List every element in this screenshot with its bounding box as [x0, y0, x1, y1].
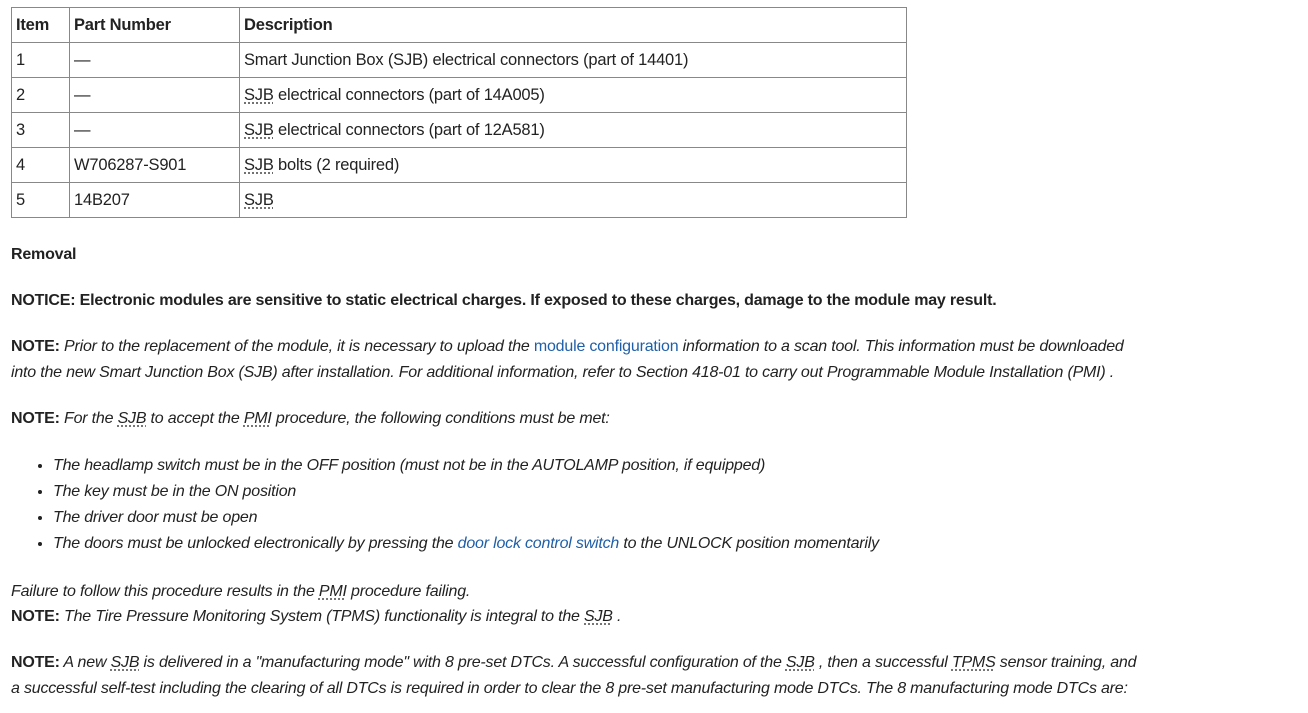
note-text: a successful self-test including the clearing of all DTCs is required in order to clear the 8 pre-set manufacturing mode DTCs. The 8 manufacturing mode DTCs are:	[11, 680, 1128, 697]
removal-heading	[11, 242, 76, 268]
note-label: NOTE:	[11, 608, 60, 625]
conditions-list	[11, 453, 879, 557]
note-text: For the	[59, 410, 118, 427]
note-text: A new	[59, 654, 111, 671]
note-text: sensor training, and	[995, 654, 1137, 671]
list-item	[53, 531, 879, 557]
table-header	[12, 8, 907, 43]
removal-text: Removal	[11, 246, 77, 263]
cell-item: 3	[12, 113, 70, 148]
cell-part: —	[70, 113, 240, 148]
sjb-abbr[interactable]: SJB	[110, 654, 140, 671]
note-conditions	[11, 406, 610, 432]
cell-desc	[240, 78, 907, 113]
header-part-number: Part Number	[70, 8, 240, 43]
cell-part: W706287-S901	[70, 148, 240, 183]
door-lock-control-switch-link[interactable]: door lock control switch	[457, 535, 620, 552]
item-text: to the UNLOCK position momentarily	[619, 535, 879, 552]
pmi-abbr[interactable]: PMI	[243, 410, 272, 427]
note-manufacturing-mode	[11, 650, 1136, 702]
note-text: into the new Smart Junction Box (SJB) after installation. For additional information, refer to Section 418-01 to carry out Programmable Module Installation (PMI) .	[11, 364, 1115, 381]
failure-text: Failure to follow this procedure results in the	[11, 583, 319, 600]
note-text: procedure, the following conditions must be met:	[271, 410, 610, 427]
list-item: • The driver door must be open	[53, 505, 879, 531]
note-tpms	[11, 604, 621, 630]
sjb-abbr[interactable]: SJB	[584, 608, 613, 625]
note-module-config	[11, 334, 1124, 386]
failure-note	[11, 579, 470, 605]
table-row	[12, 148, 907, 183]
cell-part: —	[70, 43, 240, 78]
note-label: NOTE:	[11, 338, 60, 355]
desc-text: Smart Junction Box (SJB) electrical connectors (part of 14401)	[244, 50, 689, 69]
note-label: NOTE:	[11, 410, 60, 427]
sjb-abbr[interactable]: SJB	[244, 85, 274, 104]
desc-text: electrical connectors (part of 14A005)	[273, 85, 545, 104]
module-configuration-link[interactable]: module configuration	[533, 338, 679, 355]
notice-text: NOTICE: Electronic modules are sensitive to static electrical charges. If exposed to these charges, damage to the module may result.	[11, 292, 997, 309]
cell-part: —	[70, 78, 240, 113]
note-text: Prior to the replacement of the module, it is necessary to upload the	[59, 338, 534, 355]
note-text: The Tire Pressure Monitoring System (TPMS) functionality is integral to the	[59, 608, 584, 625]
header-item: Item	[12, 8, 70, 43]
note-text: information to a scan tool. This information must be downloaded	[678, 338, 1124, 355]
note-text: is delivered in a "manufacturing mode" with 8 pre-set DTCs. A successful configuration of the	[139, 654, 786, 671]
note-text: , then a successful	[814, 654, 952, 671]
desc-text: bolts (2 required)	[273, 155, 400, 174]
sjb-abbr[interactable]: SJB	[244, 190, 274, 209]
table-row	[12, 183, 907, 218]
cell-desc	[240, 113, 907, 148]
notice	[11, 288, 996, 314]
table-row	[12, 43, 907, 78]
tpms-abbr[interactable]: TPMS	[951, 654, 996, 671]
pmi-abbr[interactable]: PMI	[318, 583, 347, 600]
note-text: .	[612, 608, 622, 625]
sjb-abbr[interactable]: SJB	[244, 120, 274, 139]
list-item: • The key must be in the ON position	[53, 479, 879, 505]
cell-item: 2	[12, 78, 70, 113]
desc-text: electrical connectors (part of 12A581)	[273, 120, 545, 139]
table-row	[12, 113, 907, 148]
cell-item: 1	[12, 43, 70, 78]
cell-desc	[240, 148, 907, 183]
sjb-abbr[interactable]: SJB	[244, 155, 274, 174]
cell-part: 14B207	[70, 183, 240, 218]
cell-item: 4	[12, 148, 70, 183]
sjb-abbr[interactable]: SJB	[117, 410, 147, 427]
failure-text: procedure failing.	[346, 583, 471, 600]
item-text: The doors must be unlocked electronically by pressing the	[53, 535, 458, 552]
list-item: • The headlamp switch must be in the OFF position (must not be in the AUTOLAMP position, if equipped)	[53, 453, 879, 479]
table-row	[12, 78, 907, 113]
cell-desc	[240, 183, 907, 218]
sjb-abbr[interactable]: SJB	[785, 654, 815, 671]
cell-item: 5	[12, 183, 70, 218]
parts-table	[11, 7, 907, 218]
header-description: Description	[240, 8, 907, 43]
note-label: NOTE:	[11, 654, 60, 671]
note-text: to accept the	[146, 410, 244, 427]
cell-desc	[240, 43, 907, 78]
